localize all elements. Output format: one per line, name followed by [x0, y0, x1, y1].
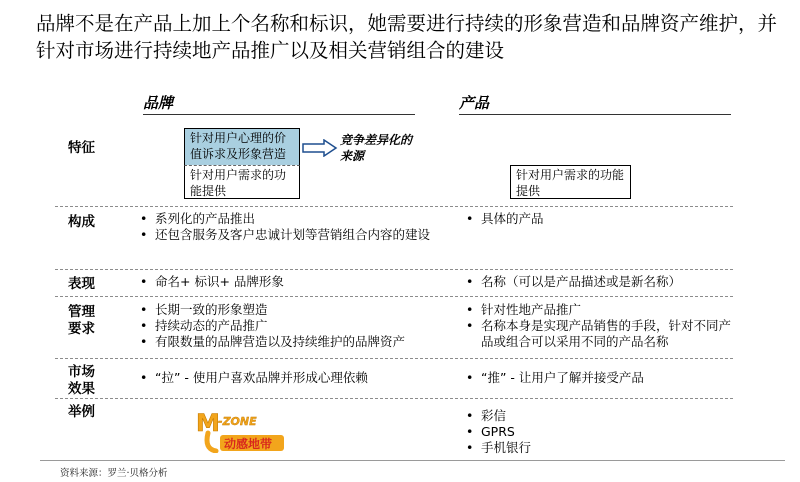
brand-market-list [140, 370, 440, 386]
row-label-composition: 构成 [68, 214, 95, 230]
column-header-product: 产品 [459, 94, 490, 112]
row-divider [55, 358, 733, 359]
list-item: • 名称（可以是产品描述或是新名称） [466, 274, 736, 290]
mzone-logo [194, 407, 286, 453]
list-item: • 手机银行 [466, 440, 666, 456]
list-item: • 还包含服务及客户忠诚计划等营销组合内容的建设 [140, 227, 430, 243]
list-item: • 名称本身是实现产品销售的手段，针对不同产品或组合可以采用不同的产品名称 [466, 318, 738, 350]
brand-value-box [184, 128, 300, 165]
row-divider [55, 398, 733, 399]
svg-text:-ZONE: -ZONE [218, 415, 257, 428]
differentiation-note: 竞争差异化的来源 [340, 133, 413, 163]
list-item: • 系列化的产品推出 [140, 211, 430, 227]
product-market-list [466, 370, 736, 386]
product-function-text: 针对用户需求的功能提供 [516, 168, 625, 198]
row-divider [55, 269, 733, 270]
list-item: • 针对性地产品推广 [466, 302, 738, 318]
column-header-brand: 品牌 [143, 94, 174, 112]
brand-header-rule [143, 114, 415, 115]
product-example-list [466, 408, 666, 456]
product-function-box [510, 165, 631, 199]
slide-title: 品牌不是在产品上加上个名称和标识，她需要进行持续的形象营造和品牌资产维护，并针对市场进行持续地产品推广以及相关营销组合的建设 [36, 12, 778, 62]
brand-composition-list [140, 211, 430, 243]
row-label-market: 市场效果 [68, 364, 95, 397]
product-expression-list [466, 274, 736, 290]
svg-text:M: M [196, 409, 220, 437]
row-divider [55, 206, 733, 207]
list-item: • GPRS [466, 424, 666, 440]
brand-management-list [140, 302, 430, 350]
source-note: 资料来源：罗兰·贝格分析 [60, 468, 168, 479]
product-composition-list [466, 211, 736, 227]
row-label-expression: 表现 [68, 276, 95, 292]
arrow-right-icon [302, 139, 338, 157]
row-label-example: 举例 [68, 404, 95, 420]
brand-value-text: 针对用户心理的价值诉求及形象营造 [190, 131, 287, 161]
brand-function-box [184, 165, 300, 199]
list-item: • 命名+ 标识+ 品牌形象 [140, 274, 430, 290]
list-item: • 长期一致的形象塑造 [140, 302, 430, 318]
row-label-feature: 特征 [68, 140, 95, 156]
list-item: • 持续动态的产品推广 [140, 318, 430, 334]
brand-expression-list [140, 274, 430, 290]
list-item: • 具体的产品 [466, 211, 736, 227]
list-item: • “拉” - 使用户喜欢品牌并形成心理依赖 [140, 370, 440, 386]
product-management-list [466, 302, 738, 350]
footer-rule [40, 460, 785, 461]
list-item: • 有限数量的品牌营造以及持续维护的品牌资产 [140, 334, 430, 350]
product-header-rule [459, 114, 731, 115]
row-divider [55, 296, 733, 297]
row-label-management: 管理要求 [68, 304, 95, 337]
list-item: • 彩信 [466, 408, 666, 424]
brand-function-text: 针对用户需求的功能提供 [190, 168, 287, 198]
svg-text:动感地带: 动感地带 [224, 437, 273, 451]
list-item: • “推” - 让用户了解并接受产品 [466, 370, 736, 386]
